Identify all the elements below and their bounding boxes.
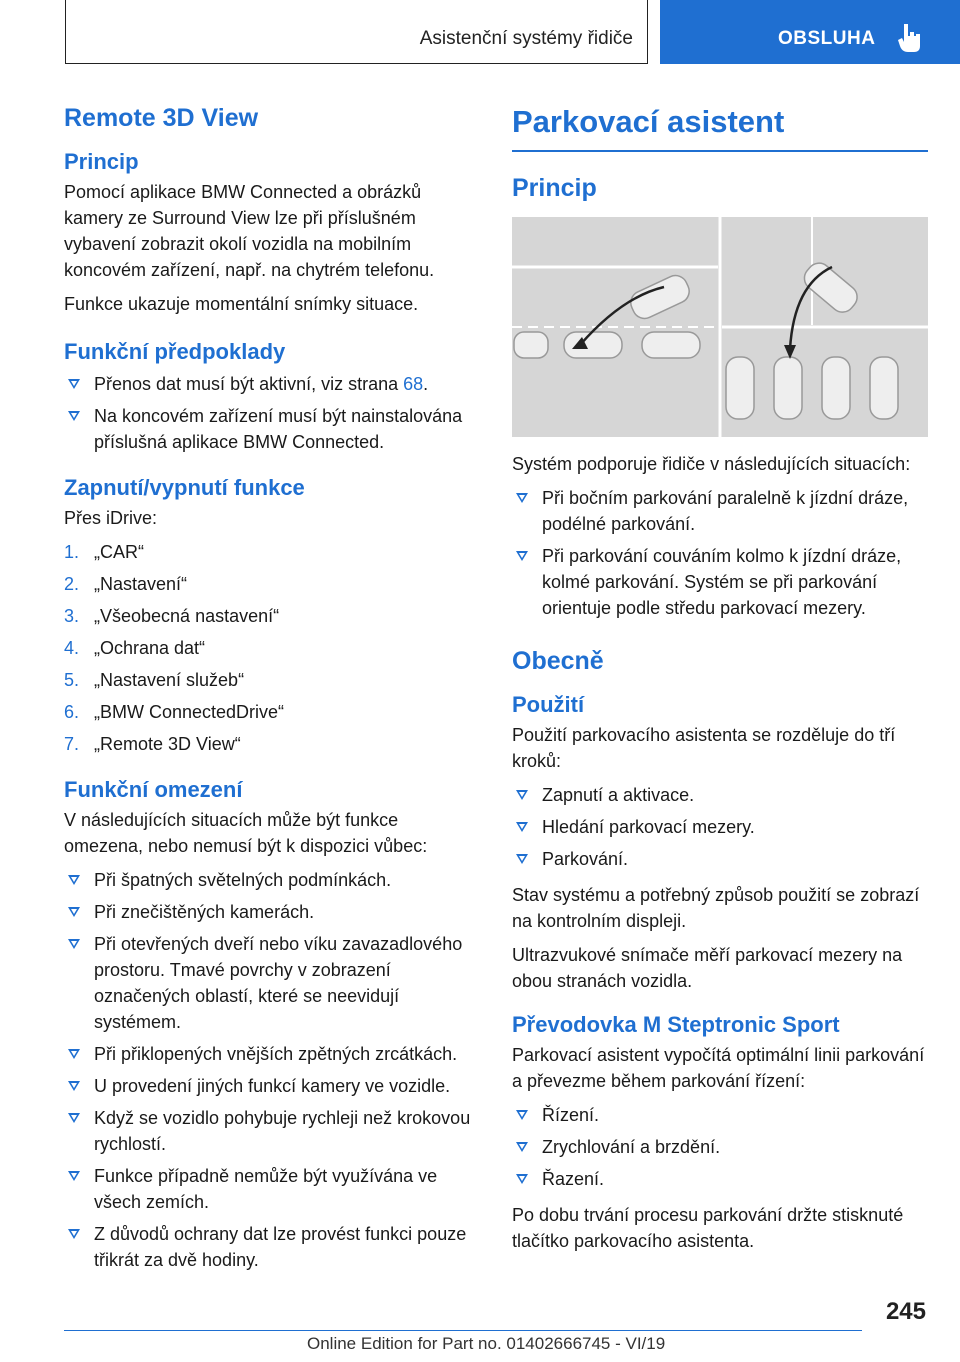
triangle-bullet-icon xyxy=(68,939,80,949)
steptronic-paragraph: Parkovací asistent vypočítá optimální linii parkování a převezme během parkování řízení: xyxy=(512,1045,925,1091)
parkovaci-asistent-title: Parkovací asistent xyxy=(512,104,928,152)
triangle-bullet-icon xyxy=(516,551,528,561)
page-number: 245 xyxy=(885,1298,926,1325)
list-item: Při bočním parkování paralelně k jízdní dráze, podélné parkování. xyxy=(512,485,928,537)
list-item: 1. „CAR“ xyxy=(64,542,144,562)
omezeni-list xyxy=(64,867,480,1273)
triangle-bullet-icon xyxy=(68,1081,80,1091)
list-item: Při špatných světelných podmínkách. xyxy=(64,867,480,893)
obecne-heading: Obecně xyxy=(512,647,604,675)
steptronic-paragraph-2: Po dobu trvání procesu parkování držte stisknuté tlačítko parkovacího asistenta. xyxy=(512,1205,904,1251)
princip-heading-right: Princip xyxy=(512,174,597,202)
princip-paragraph-right: Systém podporuje řidiče v následujících situacích: xyxy=(512,454,911,474)
list-item: Parkování. xyxy=(512,846,928,872)
triangle-bullet-icon xyxy=(516,493,528,503)
triangle-bullet-icon xyxy=(68,1049,80,1059)
pointing-hand-icon xyxy=(896,22,924,54)
pouziti-heading: Použití xyxy=(512,692,585,717)
list-item: Řazení. xyxy=(512,1166,928,1192)
princip-paragraph-1: Pomocí aplikace BMW Connected a obrázků kamery ze Surround View lze při příslušném vybavení zobrazit okolí vozidla na mobilním koncovém zařízení, např. na chytrém telefonu. xyxy=(64,182,435,280)
omezeni-heading: Funkční omezení xyxy=(64,777,243,802)
triangle-bullet-icon xyxy=(68,1171,80,1181)
list-item: Při přiklopených vnějších zpětných zrcátkách. xyxy=(64,1041,480,1067)
predpoklady-heading: Funkční předpoklady xyxy=(64,339,286,364)
list-item: Hledání parkovací mezery. xyxy=(512,814,928,840)
left-column xyxy=(64,92,480,1283)
remote-3d-view-title: Remote 3D View xyxy=(64,104,259,132)
princip-paragraph-2: Funkce ukazuje momentální snímky situace. xyxy=(64,294,419,314)
triangle-bullet-icon xyxy=(68,875,80,885)
list-item: Zrychlování a brzdění. xyxy=(512,1134,928,1160)
list-item: Na koncovém zařízení musí být nainstalována příslušná aplikace BMW Connected. xyxy=(64,403,480,455)
list-item: 5. „Nastavení služeb“ xyxy=(64,670,245,690)
triangle-bullet-icon xyxy=(516,1142,528,1152)
list-item: Funkce případně nemůže být využívána ve všech zemích. xyxy=(64,1163,480,1215)
idrive-steps-list xyxy=(64,539,480,757)
chapter-tab-label: OBSLUHA xyxy=(778,28,876,49)
pouziti-paragraph-2: Stav systému a potřebný způsob použití se zobrazí na kontrolním displeji. xyxy=(512,885,920,931)
list-item: Přenos dat musí být aktivní, viz strana 68. xyxy=(64,371,480,397)
triangle-bullet-icon xyxy=(68,1113,80,1123)
list-item: Řízení. xyxy=(512,1102,928,1128)
steptronic-list xyxy=(512,1102,928,1192)
list-item: 4. „Ochrana dat“ xyxy=(64,638,206,658)
list-item: 7. „Remote 3D View“ xyxy=(64,734,241,754)
list-item: Zapnutí a aktivace. xyxy=(512,782,928,808)
parking-illustration xyxy=(512,217,928,437)
zapnuti-heading: Zapnutí/vypnutí funkce xyxy=(64,475,305,500)
list-item: 2. „Nastavení“ xyxy=(64,574,188,594)
triangle-bullet-icon xyxy=(68,411,80,421)
list-item: Z důvodů ochrany dat lze provést funkci pouze třikrát za dvě hodiny. xyxy=(64,1221,480,1273)
omezeni-intro: V následujících situacích může být funkce omezena, nebo nemusí být k dispozici vůbec: xyxy=(64,810,428,856)
list-item: Když se vozidlo pohybuje rychleji než krokovou rychlostí. xyxy=(64,1105,480,1157)
running-header-box xyxy=(65,0,648,64)
footer-edition: Online Edition for Part no. 01402666745 - VI/19 xyxy=(307,1334,666,1353)
pouziti-list xyxy=(512,782,928,872)
predpoklady-list xyxy=(64,371,480,455)
triangle-bullet-icon xyxy=(516,790,528,800)
princip-heading-left: Princip xyxy=(64,149,139,174)
chapter-tab xyxy=(660,0,960,64)
triangle-bullet-icon xyxy=(68,907,80,917)
zapnuti-intro: Přes iDrive: xyxy=(64,508,158,528)
running-header-title: Asistenční systémy řidiče xyxy=(419,28,633,49)
right-column xyxy=(512,92,928,1262)
triangle-bullet-icon xyxy=(516,1174,528,1184)
list-item: Při otevřených dveří nebo víku zavazadlového prostoru. Tmavé povrchy v zobrazení označených oblastí, které se neevidují systémem. xyxy=(64,931,480,1035)
footer-divider xyxy=(64,1330,862,1331)
list-item: Při znečištěných kamerách. xyxy=(64,899,480,925)
triangle-bullet-icon xyxy=(68,379,80,389)
page-link[interactable]: 68 xyxy=(403,374,424,394)
list-item: Při parkování couváním kolmo k jízdní dráze, kolmé parkování. Systém se při parkování orientuje podle středu parkovací mezery. xyxy=(512,543,928,621)
pouziti-paragraph-3: Ultrazvukové snímače měří parkovací mezery na obou stranách vozidla. xyxy=(512,945,903,991)
pouziti-paragraph: Použití parkovacího asistenta se rozděluje do tří kroků: xyxy=(512,725,896,771)
princip-list-right xyxy=(512,485,928,621)
triangle-bullet-icon xyxy=(516,854,528,864)
list-item: U provedení jiných funkcí kamery ve vozidle. xyxy=(64,1073,480,1099)
parking-diagram-svg xyxy=(512,217,928,437)
triangle-bullet-icon xyxy=(516,1110,528,1120)
triangle-bullet-icon xyxy=(68,1229,80,1239)
triangle-bullet-icon xyxy=(516,822,528,832)
steptronic-heading: Převodovka M Steptronic Sport xyxy=(512,1012,840,1037)
list-item: 3. „Všeobecná nastavení“ xyxy=(64,606,280,626)
list-item: 6. „BMW ConnectedDrive“ xyxy=(64,702,285,722)
